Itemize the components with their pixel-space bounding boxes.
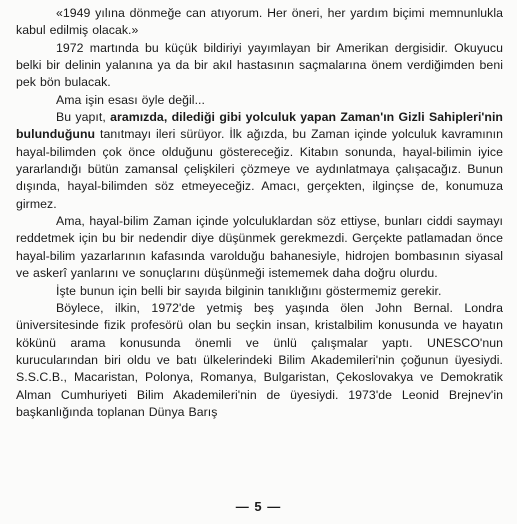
paragraph-text: Bu yapıt, [56,110,111,125]
page-number: — 5 — [235,499,282,514]
body-text [16,5,503,421]
paragraph-quote: «1949 yılına dönmeğe can atıyorum. Her öneri, her yardım biçimi memnunlukla kabul edilmiş olacak.» [16,6,503,38]
paragraph: Böylece, ilkin, 1972'de yetmiş beş yaşında ölen John Bernal. Londra üniversitesinde fizik profesörü olan bu seçkin insan, kristalbilim konusunda ve hayatın kökünü arama konusunda önemli ve ünlü çalışmalar yaptı. UNESCO'nun kurucularından biri oldu ve batı ülkelerindeki Bilim Akademileri'nin çoğunun üyesiydi. S.S.C.B., Macaristan, Polonya, Romanya, Bulgaristan, Çekoslovakya ve Demokratik Alman Cumhuriyeti Bilim Akademileri'nin de üyesiydi. 1973'de Leonid Brejnev'in başkanlığında toplanan Dünya Barış [16,300,503,419]
emphasized-text: aramızda, dilediği gibi yolculuk yapan Zaman'ın Gizli Sahipleri'nin bulunduğunu [16,110,503,142]
paragraph: Ama, hayal-bilim Zaman içinde yolculuklardan söz ettiyse, bunları ciddi saymayı reddetmek için bu bir nedendir diye düşünmek gerekmezdi. Gerçekte patlamadan önce hayal-bilim yazarlarının kafasında varolduğu bahanesiyle, hidrojen bombasının siyasal ve askerî yanlarını ve sonuçlarını düşünmeği istememek daha doğru olurdu. [16,214,503,281]
paragraph: 1972 martında bu küçük bildiriyi yayımlayan bir Amerikan dergisidir. Okuyucu belki bir delinin yalanına ya da bir akıl hastasının saçmalarına önem verdiğimden beni pek bön bulacak. [16,40,503,90]
paragraph-text: tanıtmayı ileri sürüyor. İlk ağızda, bu Zaman içinde yolculuk kavramının hayal-bilimden çok önce olduğunu göstereceğiz. Kitabın sonunda, hayal-bilimin iyice yararlandığı bütün zamansal çelişkileri çözmeye ve aydınlatmaya çalışacağız. Bunun dışında, hayal-bilimden söz etmeyeceğiz. Amacı, gerçekten, ilginçse de, konumuza girmez. [16,127,503,211]
paragraph-with-emphasis [16,109,503,213]
paragraph: Ama işin esası öyle değil... [56,92,205,107]
paragraph: İşte bunun için belli bir sayıda bilginin tanıklığını göstermemiz gerekir. [56,283,442,298]
